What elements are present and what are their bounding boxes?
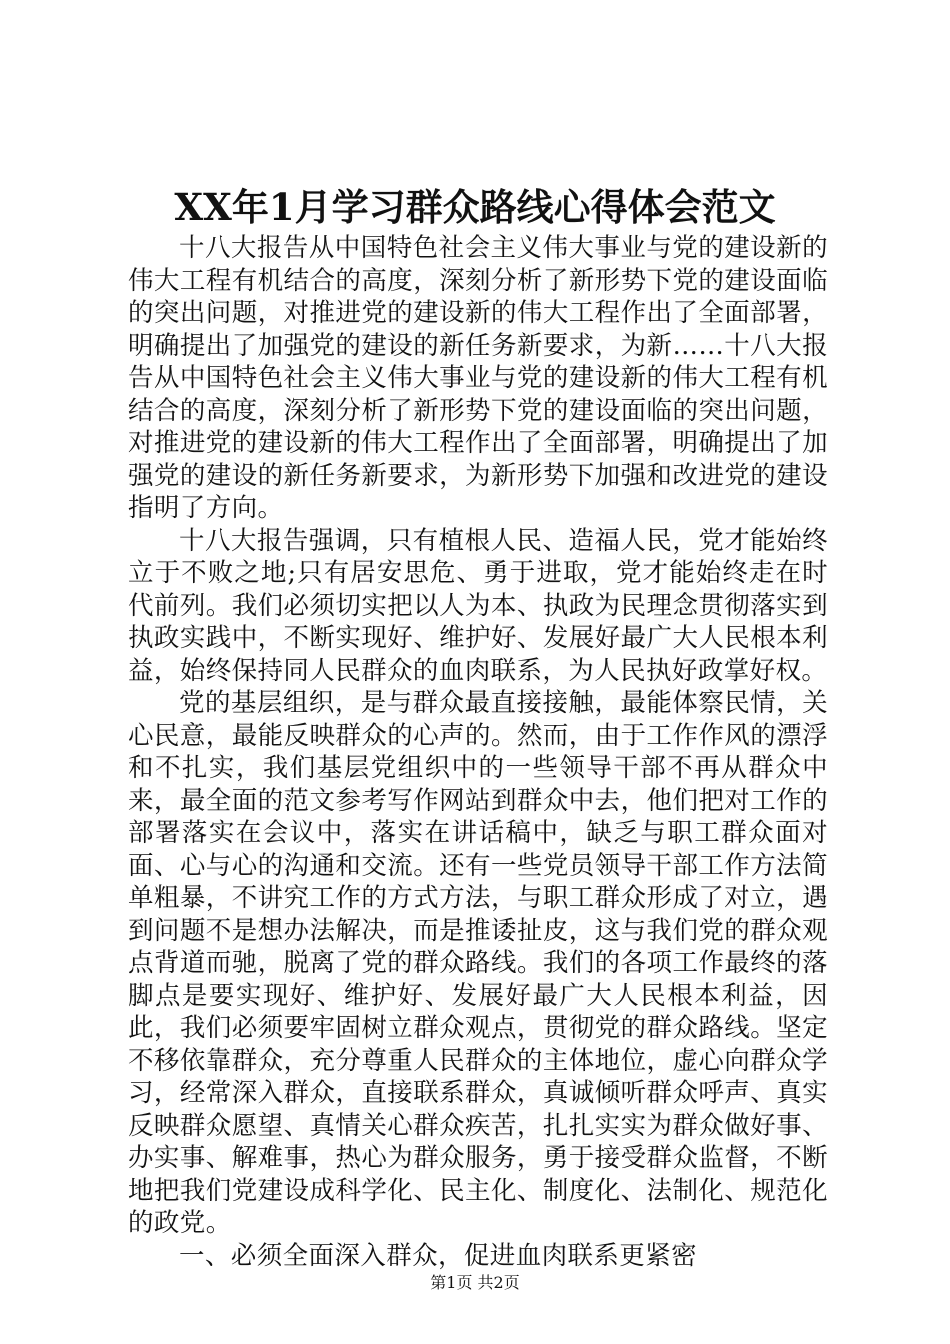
paragraph-3: 党的基层组织，是与群众最直接接触，最能体察民情，关心民意，最能反映群众的心声的。然而，由于工作作风的漂浮和不扎实，我们基层党组织中的一些领导干部不再从群众中来，最全面的范文参考写作网站到群众中去，他们把对工作的部署落实在会议中，落实在讲话稿中，缺乏与职工群众面对面、心与心的沟通和交流。还有一些党员领导干部工作方法简单粗暴，不讲究工作的方式方法，与职工群众形成了对立，遇到问题不是想办法解决，而是推诿扯皮，这与我们党的群众观点背道而驰，脱离了党的群众路线。我们的各项工作最终的落脚点是要实现好、维护好、发展好最广大人民根本利益，因此，我们必须要牢固树立群众观点，贯彻党的群众路线。坚定不移依靠群众，充分尊重人民群众的主体地位，虚心向群众学习，经常深入群众，直接联系群众，真诚倾听群众呼声、真实反映群众愿望、真情关心群众疾苦，扎扎实实为群众做好事、办实事、解难事，热心为群众服务，勇于接受群众监督，不断地把我们党建设成科学化、民主化、制度化、法制化、规范化的政党。	[128, 688, 828, 1238]
page-number-footer: 第1页 共2页	[430, 1273, 520, 1292]
section-heading-1: 一、必须全面深入群众，促进血肉联系更紧密	[179, 1240, 698, 1271]
document-title: XX年1月学习群众路线心得体会范文	[174, 185, 776, 229]
paragraph-1: 十八大报告从中国特色社会主义伟大事业与党的建设新的伟大工程有机结合的高度，深刻分析了新形势下党的建设面临的突出问题，对推进党的建设新的伟大工程作出了全面部署，明确提出了加强党的建设的新任务新要求，为新……十八大报告从中国特色社会主义伟大事业与党的建设新的伟大工程有机结合的高度，深刻分析了新形势下党的建设面临的突出问题，对推进党的建设新的伟大工程作出了全面部署，明确提出了加强党的建设的新任务新要求，为新形势下加强和改进党的建设指明了方向。	[128, 233, 828, 523]
document-body	[128, 232, 828, 1272]
paragraph-2: 十八大报告强调，只有植根人民、造福人民，党才能始终立于不败之地;只有居安思危、勇于进取，党才能始终走在时代前列。我们必须切实把以人为本、执政为民理念贯彻落实到执政实践中，不断实现好、维护好、发展好最广大人民根本利益，始终保持同人民群众的血肉联系，为人民执好政掌好权。	[128, 525, 828, 686]
